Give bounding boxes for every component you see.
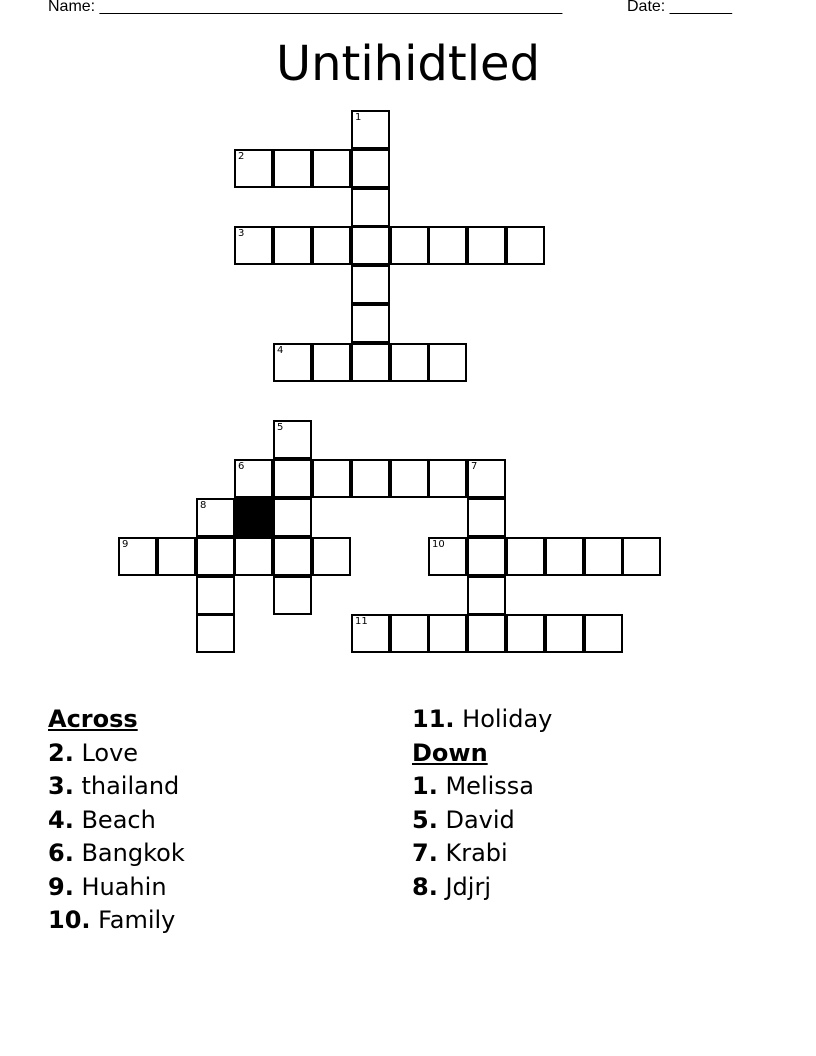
- cell-number: 7: [471, 461, 478, 472]
- cell-number: 4: [277, 345, 284, 356]
- grid-cell[interactable]: [506, 537, 545, 576]
- clue-text: Family: [98, 906, 176, 934]
- down-heading: Down: [412, 738, 488, 767]
- grid-cell[interactable]: [312, 459, 351, 498]
- grid-cell[interactable]: [351, 110, 390, 149]
- grid-cell[interactable]: [467, 459, 506, 498]
- grid-cell[interactable]: [584, 537, 623, 576]
- clue-number: 1.: [412, 772, 438, 800]
- grid-cell[interactable]: [157, 537, 196, 576]
- clue-text: thailand: [81, 772, 180, 800]
- grid-cell[interactable]: [273, 226, 312, 265]
- grid-cell[interactable]: [234, 537, 273, 576]
- page-title: Untihidtled: [275, 36, 541, 92]
- grid-cell[interactable]: [273, 149, 312, 188]
- grid-cell[interactable]: [118, 537, 157, 576]
- grid-cell[interactable]: [351, 459, 390, 498]
- grid-cell[interactable]: [467, 498, 506, 537]
- clue-item: [48, 871, 185, 905]
- grid-cell[interactable]: [351, 304, 390, 343]
- clue-text: Huahin: [81, 872, 167, 901]
- grid-cell[interactable]: [312, 343, 351, 382]
- grid-cell[interactable]: [196, 537, 235, 576]
- clue-number: 3.: [48, 772, 74, 800]
- grid-cell[interactable]: [390, 343, 429, 382]
- grid-cell[interactable]: [622, 537, 661, 576]
- grid-cell[interactable]: [428, 226, 467, 265]
- grid-cell[interactable]: [312, 226, 351, 265]
- grid-cell[interactable]: [351, 188, 390, 227]
- grid-cell[interactable]: [312, 149, 351, 188]
- grid-cell[interactable]: [273, 459, 312, 498]
- grid-cell[interactable]: [196, 614, 235, 653]
- clue-item: [48, 737, 185, 771]
- clue-number: 6.: [48, 839, 74, 867]
- grid-cell[interactable]: [545, 537, 584, 576]
- cell-number: 5: [277, 422, 284, 433]
- grid-cell[interactable]: [351, 149, 390, 188]
- grid-cell[interactable]: [351, 614, 390, 653]
- cell-number: 10: [432, 539, 445, 550]
- cell-number: 1: [355, 112, 362, 123]
- clue-item: [48, 904, 185, 938]
- clue-number: 4.: [48, 805, 74, 834]
- grid-cell[interactable]: [506, 614, 545, 653]
- grid-cell[interactable]: [428, 343, 467, 382]
- clue-number: 10.: [48, 906, 91, 934]
- grid-cell[interactable]: [390, 226, 429, 265]
- grid-cell[interactable]: [273, 576, 312, 615]
- clue-item: [412, 804, 552, 838]
- clue-item: [412, 703, 552, 737]
- across-heading: Across: [48, 705, 138, 733]
- clue-number: 8.: [412, 872, 438, 901]
- grid-cell[interactable]: [234, 149, 273, 188]
- grid-cell[interactable]: [506, 226, 545, 265]
- clue-text: David: [445, 805, 515, 834]
- clues-column-right: [412, 703, 552, 904]
- grid-cell[interactable]: [273, 498, 312, 537]
- grid-cell[interactable]: [584, 614, 623, 653]
- clue-number: 7.: [412, 839, 438, 867]
- clue-text: Krabi: [445, 839, 508, 867]
- grid-cell[interactable]: [196, 576, 235, 615]
- grid-cell[interactable]: [234, 226, 273, 265]
- clue-text: Melissa: [445, 772, 534, 800]
- clue-number: 9.: [48, 872, 74, 901]
- clue-text: Holiday: [462, 705, 553, 733]
- cell-number: 9: [122, 539, 129, 550]
- clue-item: [48, 804, 185, 838]
- clue-text: Love: [81, 738, 139, 767]
- name-field-label: Name: ____________________________________________________: [48, 0, 563, 15]
- grid-cell[interactable]: [196, 498, 235, 537]
- clue-item: [48, 770, 185, 804]
- grid-cell[interactable]: [273, 420, 312, 459]
- grid-cell[interactable]: [428, 614, 467, 653]
- clue-number: 2.: [48, 738, 74, 767]
- clue-item: [412, 871, 552, 905]
- clue-text: Beach: [81, 805, 156, 834]
- grid-cell[interactable]: [351, 265, 390, 304]
- grid-cell[interactable]: [467, 576, 506, 615]
- grid-cell[interactable]: [467, 226, 506, 265]
- grid-cell[interactable]: [390, 614, 429, 653]
- grid-cell[interactable]: [312, 537, 351, 576]
- cell-number: 11: [355, 616, 368, 627]
- grid-cell[interactable]: [467, 614, 506, 653]
- clues-column-left: [48, 703, 185, 938]
- grid-cell[interactable]: [351, 343, 390, 382]
- grid-cell[interactable]: [428, 459, 467, 498]
- grid-cell-blocked: [234, 498, 273, 537]
- date-field-label: Date: _______: [627, 0, 732, 15]
- cell-number: 8: [200, 500, 207, 511]
- cell-number: 2: [238, 151, 245, 162]
- clue-item: [412, 770, 552, 804]
- grid-cell[interactable]: [467, 537, 506, 576]
- clue-number: 11.: [412, 705, 455, 733]
- grid-cell[interactable]: [545, 614, 584, 653]
- clue-number: 5.: [412, 805, 438, 834]
- clue-item: [412, 837, 552, 871]
- grid-cell[interactable]: [390, 459, 429, 498]
- cell-number: 3: [238, 228, 245, 239]
- grid-cell[interactable]: [273, 537, 312, 576]
- grid-cell[interactable]: [351, 226, 390, 265]
- grid-cell[interactable]: [428, 537, 467, 576]
- grid-cell[interactable]: [234, 459, 273, 498]
- clue-text: Jdjrj: [445, 872, 491, 901]
- clue-item: [48, 837, 185, 871]
- grid-cell[interactable]: [273, 343, 312, 382]
- clue-text: Bangkok: [81, 839, 185, 867]
- cell-number: 6: [238, 461, 245, 472]
